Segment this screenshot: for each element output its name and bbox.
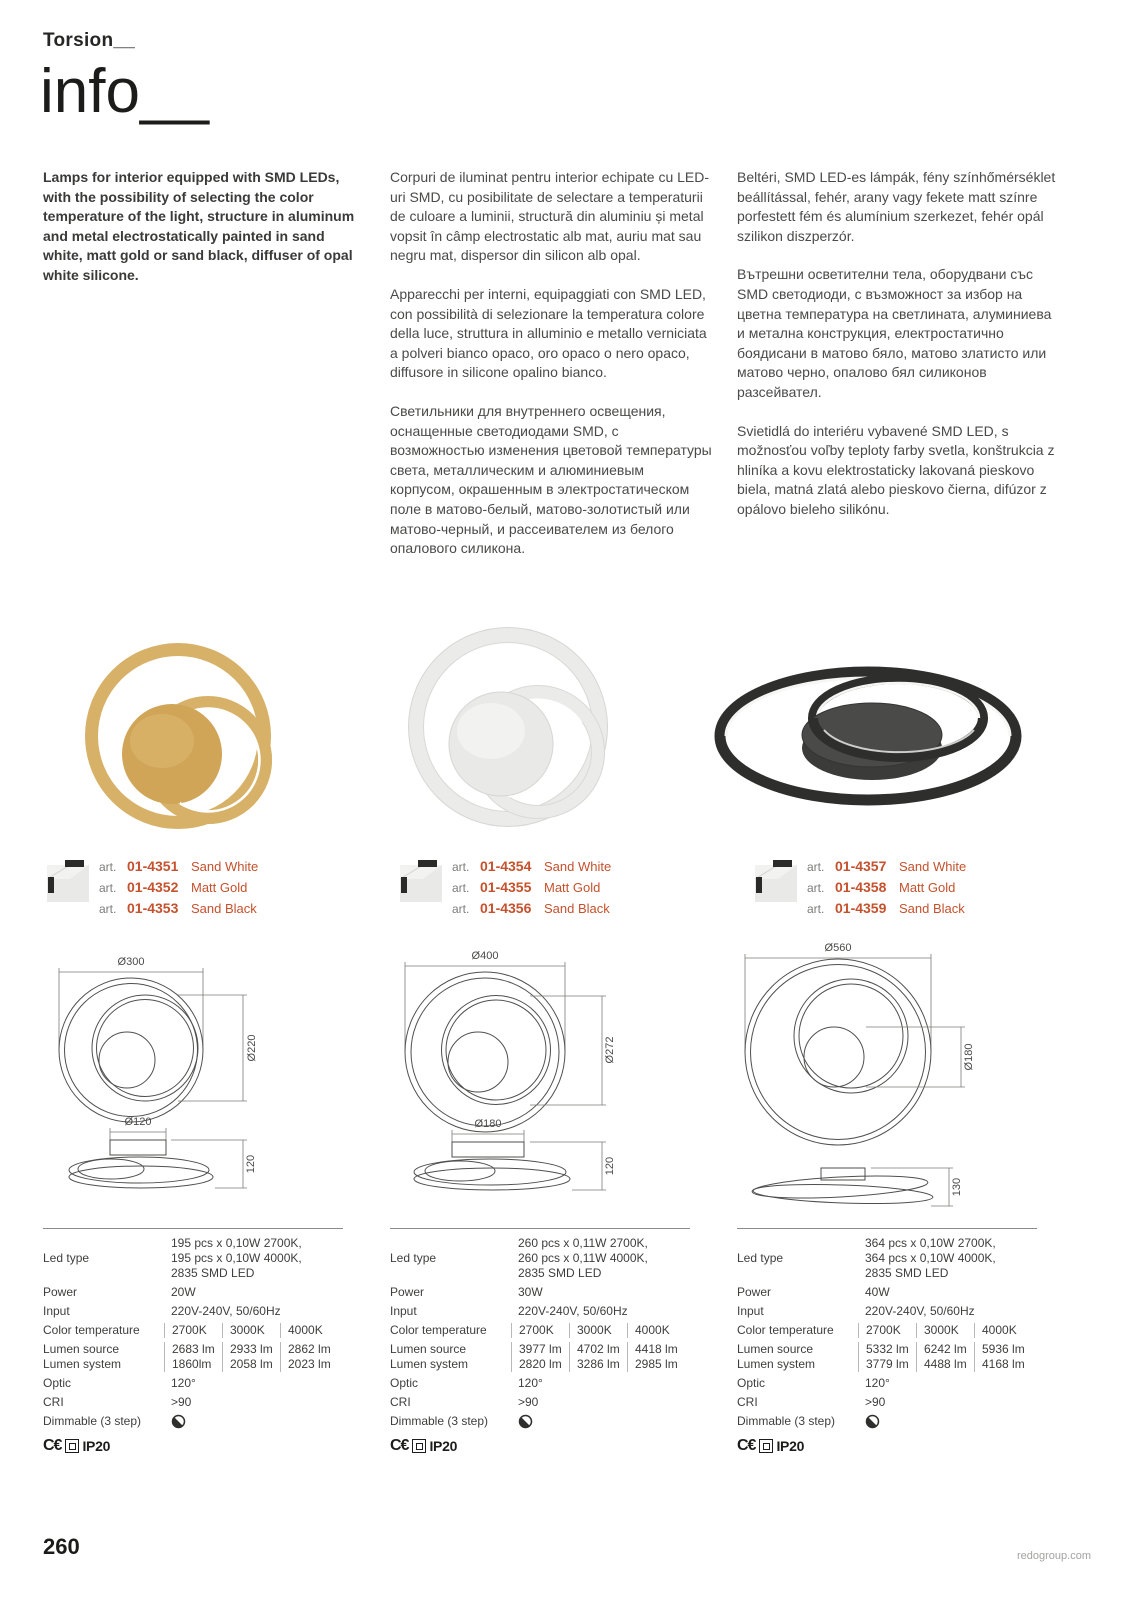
spec-row-led-type bbox=[43, 1236, 343, 1281]
spec-label: CRI bbox=[43, 1395, 64, 1409]
intro-en: Lamps for interior equipped with SMD LEDs, with the possibility of selecting the color temperature of the light, structure in aluminum and metal electrostatically painted in sand white, matt gold or sand black, diffuser of opal white silicone. bbox=[43, 169, 355, 283]
led-type-line: 195 pcs x 0,10W 2700K, bbox=[171, 1236, 302, 1250]
spec-row-color-temperature bbox=[737, 1323, 1037, 1338]
spec-value: >90 bbox=[518, 1395, 539, 1409]
ce-mark: C€ bbox=[43, 1437, 62, 1454]
ce-mark: C€ bbox=[390, 1437, 409, 1454]
article-row bbox=[807, 898, 966, 919]
spec-label: CRI bbox=[390, 1395, 411, 1409]
spec-row-input bbox=[43, 1304, 343, 1319]
certification-row bbox=[737, 1437, 1037, 1455]
spec-label: Optic bbox=[43, 1376, 72, 1390]
spec-label: Dimmable (3 step) bbox=[737, 1414, 836, 1428]
spec-label: Color temperature bbox=[43, 1323, 140, 1337]
page-title: info__ bbox=[40, 57, 209, 126]
spec-label: Led type bbox=[737, 1251, 784, 1265]
spec-row-power bbox=[737, 1285, 1037, 1300]
dimmer-icon bbox=[171, 1414, 186, 1429]
article-code: 01-4353 bbox=[127, 900, 179, 916]
spec-value: 220V-240V, 50/60Hz bbox=[865, 1304, 975, 1318]
spec-table-2 bbox=[390, 1228, 690, 1455]
article-finish: Sand Black bbox=[544, 901, 610, 916]
spec-label: Lumen system bbox=[390, 1357, 469, 1371]
lumen-cell: 5332 lm 3779 lm bbox=[858, 1342, 916, 1372]
article-finish: Matt Gold bbox=[191, 880, 248, 895]
technical-drawing-1 bbox=[43, 948, 333, 1220]
spec-row-input bbox=[737, 1304, 1037, 1319]
technical-drawing-2 bbox=[390, 948, 680, 1220]
article-row bbox=[99, 877, 258, 898]
led-type-line: 2835 SMD LED bbox=[518, 1266, 602, 1280]
intro-column-2 bbox=[390, 168, 712, 578]
article-code: 01-4351 bbox=[127, 858, 179, 874]
temp-cell: 2700K bbox=[858, 1323, 916, 1338]
spec-row-dimmable bbox=[390, 1414, 690, 1433]
dimmer-icon bbox=[518, 1414, 533, 1429]
spec-label: Input bbox=[43, 1304, 70, 1318]
article-row bbox=[99, 856, 258, 877]
svg-text:130: 130 bbox=[951, 1177, 963, 1197]
spec-row-color-temperature bbox=[390, 1323, 690, 1338]
ip-rating: IP20 bbox=[429, 1438, 458, 1454]
art-label: art. bbox=[99, 881, 117, 895]
spec-row-dimmable bbox=[43, 1414, 343, 1433]
dimmer-icon bbox=[865, 1414, 880, 1429]
article-finish: Sand White bbox=[899, 859, 967, 874]
article-finish: Sand Black bbox=[191, 901, 257, 916]
article-row bbox=[807, 856, 966, 877]
article-row bbox=[452, 856, 611, 877]
svg-text:Ø180: Ø180 bbox=[963, 1043, 975, 1071]
art-label: art. bbox=[452, 881, 470, 895]
svg-text:120: 120 bbox=[245, 1154, 257, 1174]
article-finish: Sand White bbox=[544, 859, 612, 874]
intro-ro: Corpuri de iluminat pentru interior echipate cu LED-uri SMD, cu posibilitate de selectare a temperaturii de culoare a luminii, structură din aluminiu și metal vopsit în câmp electrostatic alb mat, auriu mat sau negru mat, dispersor din silicon alb opal. bbox=[390, 169, 710, 264]
article-finish: Matt Gold bbox=[544, 880, 601, 895]
spec-row-lumen bbox=[390, 1342, 690, 1372]
spec-row-cri bbox=[737, 1395, 1037, 1410]
art-label: art. bbox=[99, 902, 117, 916]
lumen-cell: 2683 lm 1860lm bbox=[164, 1342, 222, 1372]
spec-row-optic bbox=[43, 1376, 343, 1391]
ip-rating: IP20 bbox=[776, 1438, 805, 1454]
spec-row-lumen bbox=[43, 1342, 343, 1372]
page-number: 260 bbox=[43, 1534, 80, 1559]
spec-label: Power bbox=[43, 1285, 78, 1299]
technical-drawing-3 bbox=[735, 940, 1055, 1222]
art-label: art. bbox=[452, 860, 470, 874]
spec-row-lumen bbox=[737, 1342, 1037, 1372]
art-label: art. bbox=[99, 860, 117, 874]
spec-label: Input bbox=[390, 1304, 417, 1318]
article-code: 01-4357 bbox=[835, 858, 887, 874]
svg-text:Ø300: Ø300 bbox=[117, 956, 145, 968]
intro-column-1 bbox=[43, 168, 365, 578]
spec-row-power bbox=[390, 1285, 690, 1300]
spec-value: 220V-240V, 50/60Hz bbox=[518, 1304, 628, 1318]
intro-sk: Svietidlá do interiéru vybavené SMD LED, s možnosťou voľby teploty farby svetla, konštrukcia z hliníka a kovu elektrostaticky lakovaná pieskovo biela, matná zlatá alebo pieskovo čierna, difúzor z opálovo bieleho silikónu. bbox=[737, 422, 1055, 517]
article-block-1 bbox=[45, 856, 258, 919]
svg-text:120: 120 bbox=[604, 1156, 616, 1176]
spec-row-dimmable bbox=[737, 1414, 1037, 1433]
svg-text:Ø220: Ø220 bbox=[246, 1034, 258, 1062]
art-label: art. bbox=[807, 860, 825, 874]
lumen-cell: 6242 lm 4488 lm bbox=[916, 1342, 974, 1372]
spec-label: Color temperature bbox=[737, 1323, 834, 1337]
article-row bbox=[807, 877, 966, 898]
spec-row-led-type bbox=[390, 1236, 690, 1281]
led-type-line: 260 pcs x 0,11W 2700K, bbox=[518, 1236, 648, 1250]
spec-label: Lumen source bbox=[43, 1342, 120, 1356]
product-photo-white-lamp bbox=[398, 614, 626, 849]
spec-value: >90 bbox=[865, 1395, 886, 1409]
spec-row-cri bbox=[43, 1395, 343, 1410]
temp-cell: 4000K bbox=[280, 1323, 338, 1338]
spec-label: Power bbox=[737, 1285, 772, 1299]
spec-value: 120° bbox=[518, 1376, 543, 1390]
product-photo-gold-lamp bbox=[72, 634, 292, 846]
svg-text:Ø272: Ø272 bbox=[604, 1036, 616, 1064]
article-finish: Matt Gold bbox=[899, 880, 956, 895]
class-ii-icon bbox=[412, 1439, 426, 1453]
spec-row-cri bbox=[390, 1395, 690, 1410]
article-code: 01-4355 bbox=[480, 879, 532, 895]
spec-row-power bbox=[43, 1285, 343, 1300]
spec-label: Optic bbox=[390, 1376, 419, 1390]
article-code: 01-4358 bbox=[835, 879, 887, 895]
intro-column-3 bbox=[737, 168, 1060, 578]
led-type-line: 260 pcs x 0,11W 4000K, bbox=[518, 1251, 648, 1265]
ceiling-mount-icon bbox=[45, 856, 91, 904]
art-label: art. bbox=[807, 881, 825, 895]
temp-cell: 4000K bbox=[627, 1323, 685, 1338]
spec-label: Lumen source bbox=[390, 1342, 467, 1356]
svg-text:Ø120: Ø120 bbox=[124, 1116, 152, 1128]
spec-label: Dimmable (3 step) bbox=[390, 1414, 489, 1428]
intro-it: Apparecchi per interni, equipaggiati con SMD LED, con possibilità di selezionare la temperatura colore della luce, struttura in alluminio e metallo verniciata a polveri bianco opaco, oro opaco o nero opaco, diffusore in silicone opalino bianco. bbox=[390, 285, 707, 381]
spec-label: Lumen source bbox=[737, 1342, 814, 1356]
temp-cell: 3000K bbox=[569, 1323, 627, 1338]
spec-label: Color temperature bbox=[390, 1323, 487, 1337]
spec-value: 120° bbox=[865, 1376, 890, 1390]
article-row bbox=[99, 898, 258, 919]
spec-value: 220V-240V, 50/60Hz bbox=[171, 1304, 281, 1318]
spec-value: 120° bbox=[171, 1376, 196, 1390]
ceiling-mount-icon bbox=[398, 856, 444, 904]
intro-bg: Вътрешни осветителни тела, оборудвани със SMD светодиоди, с възможност за избор на цветна температура на светлината, алуминиева и метална конструкция, електростатично боядисани в матово бяло, матово златисто или матово черно, опалово бял силиконов разсейвател. bbox=[737, 266, 1052, 400]
spec-label: Lumen system bbox=[43, 1357, 122, 1371]
ip-rating: IP20 bbox=[82, 1438, 111, 1454]
spec-label: Optic bbox=[737, 1376, 766, 1390]
article-finish: Sand White bbox=[191, 859, 259, 874]
certification-row bbox=[43, 1437, 343, 1455]
intro-hu: Beltéri, SMD LED-es lámpák, fény színhőmérséklet beállítással, fehér, arany vagy fekete matt színre porfestett fém és alumínium szerkezet, fehér opál szilikon diszperzór. bbox=[737, 169, 1056, 244]
spec-value: 30W bbox=[518, 1285, 543, 1299]
article-code: 01-4354 bbox=[480, 858, 532, 874]
led-type-line: 364 pcs x 0,10W 2700K, bbox=[865, 1236, 996, 1250]
led-type-line: 364 pcs x 0,10W 4000K, bbox=[865, 1251, 996, 1265]
intro-columns bbox=[43, 168, 1063, 578]
spec-label: Led type bbox=[390, 1251, 437, 1265]
art-label: art. bbox=[452, 902, 470, 916]
led-type-line: 195 pcs x 0,10W 4000K, bbox=[171, 1251, 302, 1265]
svg-text:Ø180: Ø180 bbox=[474, 1118, 502, 1130]
spec-row-optic bbox=[737, 1376, 1037, 1391]
spec-label: Led type bbox=[43, 1251, 90, 1265]
art-label: art. bbox=[807, 902, 825, 916]
article-code: 01-4352 bbox=[127, 879, 179, 895]
spec-label: Lumen system bbox=[737, 1357, 816, 1371]
ceiling-mount-icon bbox=[753, 856, 799, 904]
product-photo-black-lamp bbox=[702, 630, 1034, 842]
spec-table-1 bbox=[43, 1228, 343, 1455]
series-title: Torsion__ bbox=[43, 30, 136, 51]
temp-cell: 3000K bbox=[916, 1323, 974, 1338]
article-block-2 bbox=[398, 856, 611, 919]
certification-row bbox=[390, 1437, 690, 1455]
lumen-cell: 2933 lm 2058 lm bbox=[222, 1342, 280, 1372]
spec-row-input bbox=[390, 1304, 690, 1319]
ce-mark: C€ bbox=[737, 1437, 756, 1454]
article-row bbox=[452, 898, 611, 919]
class-ii-icon bbox=[65, 1439, 79, 1453]
class-ii-icon bbox=[759, 1439, 773, 1453]
lumen-cell: 3977 lm 2820 lm bbox=[511, 1342, 569, 1372]
spec-label: Dimmable (3 step) bbox=[43, 1414, 142, 1428]
led-type-line: 2835 SMD LED bbox=[865, 1266, 949, 1280]
article-code: 01-4359 bbox=[835, 900, 887, 916]
spec-label: CRI bbox=[737, 1395, 758, 1409]
spec-label: Input bbox=[737, 1304, 764, 1318]
article-block-3 bbox=[753, 856, 966, 919]
spec-label: Power bbox=[390, 1285, 425, 1299]
svg-text:Ø560: Ø560 bbox=[824, 942, 852, 954]
lumen-cell: 5936 lm 4168 lm bbox=[974, 1342, 1032, 1372]
article-code: 01-4356 bbox=[480, 900, 532, 916]
spec-value: 40W bbox=[865, 1285, 890, 1299]
temp-cell: 4000K bbox=[974, 1323, 1032, 1338]
temp-cell: 3000K bbox=[222, 1323, 280, 1338]
article-row bbox=[452, 877, 611, 898]
spec-row-color-temperature bbox=[43, 1323, 343, 1338]
temp-cell: 2700K bbox=[511, 1323, 569, 1338]
article-finish: Sand Black bbox=[899, 901, 965, 916]
spec-row-optic bbox=[390, 1376, 690, 1391]
lumen-cell: 4702 lm 3286 lm bbox=[569, 1342, 627, 1372]
led-type-line: 2835 SMD LED bbox=[171, 1266, 255, 1280]
spec-value: >90 bbox=[171, 1395, 192, 1409]
lumen-cell: 2862 lm 2023 lm bbox=[280, 1342, 338, 1372]
website-url: redogroup.com bbox=[1017, 1550, 1091, 1562]
lumen-cell: 4418 lm 2985 lm bbox=[627, 1342, 685, 1372]
spec-row-led-type bbox=[737, 1236, 1037, 1281]
intro-ru: Светильники для внутреннего освещения, оснащенные светодиодами SMD, с возможностью изменения цветовой температуры света, металлическим и алюминиевым корпусом, окрашенным в электростатическом поле в матово-белый, матово-золотистый или матово-черный, и рассеивателем из белого опалового силикона. bbox=[390, 402, 712, 557]
svg-text:Ø400: Ø400 bbox=[471, 950, 499, 962]
spec-value: 20W bbox=[171, 1285, 196, 1299]
temp-cell: 2700K bbox=[164, 1323, 222, 1338]
spec-table-3 bbox=[737, 1228, 1037, 1455]
